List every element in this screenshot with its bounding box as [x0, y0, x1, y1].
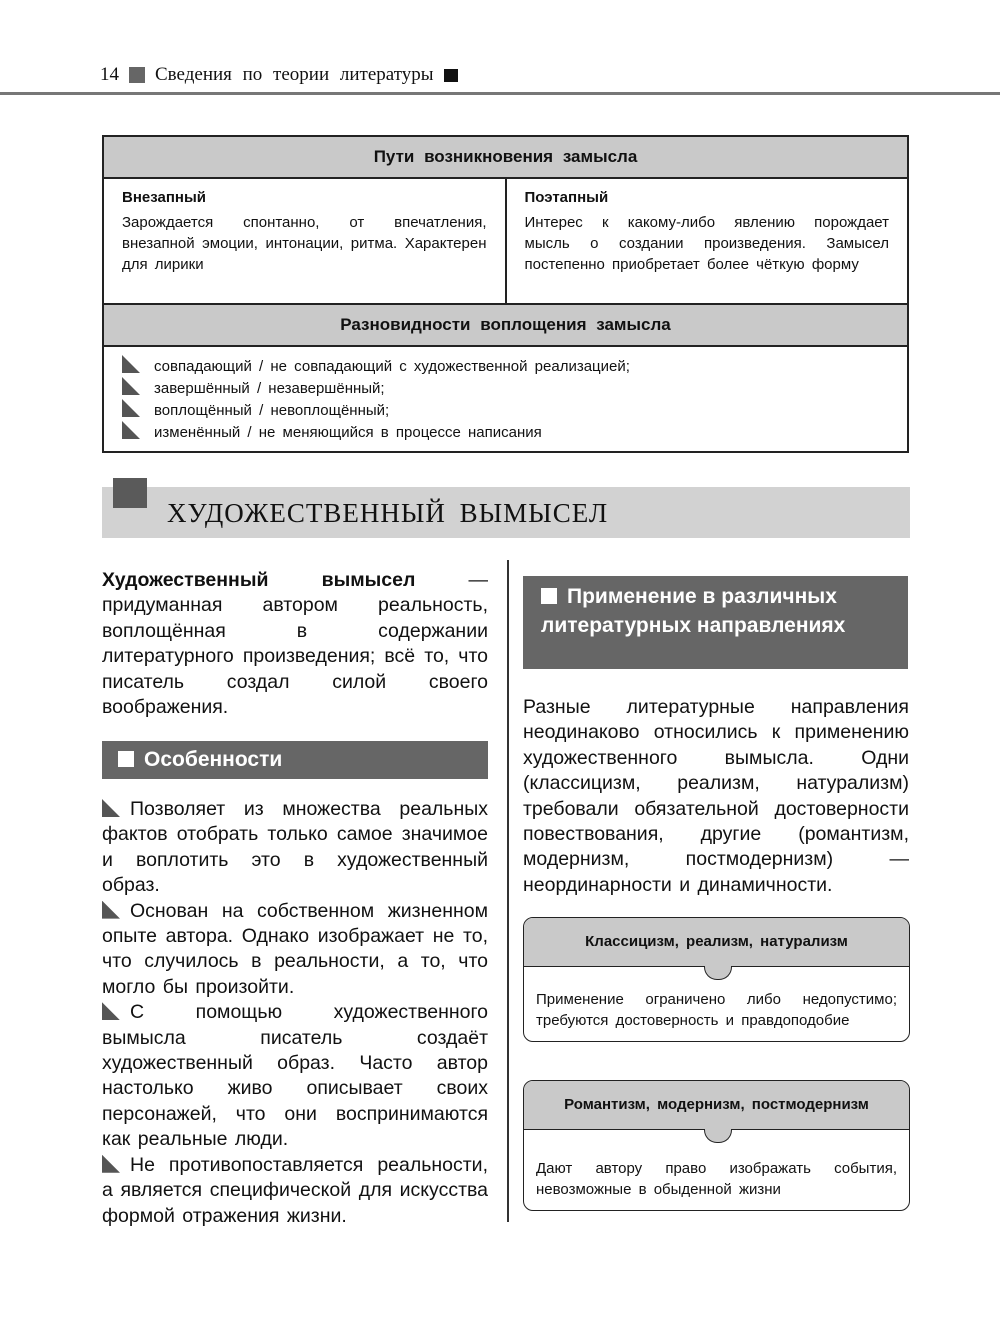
list-item: [122, 377, 889, 399]
features-heading: [102, 741, 488, 779]
definition-text: — придуманная автором реальность, воплощённая в содержании литературного произведения; всё то, что писатель создал силой своего воображения.: [102, 569, 488, 719]
list-item-text: воплощённый / невоплощённый;: [154, 402, 390, 419]
cell-text: Интерес к какому-либо явлению порождает мысль о создании произведения. Замысел постепенно приобретает более чёткую форму: [524, 214, 889, 273]
features-list: [102, 797, 488, 1229]
feature-item: [102, 899, 488, 1001]
direction-box: [523, 917, 910, 1042]
list-item-text: совпадающий / не совпадающий с художественной реализацией;: [154, 358, 630, 375]
box-title: Классицизм, реализм, натурализм: [585, 933, 848, 950]
features-title: Особенности: [144, 748, 283, 771]
box-header: [524, 1081, 909, 1130]
box-text: Дают автору право изображать события, невозможные в обыденной жизни: [536, 1160, 897, 1198]
feature-item: [102, 797, 488, 899]
box-header: [524, 918, 909, 967]
triangle-bullet-icon: [122, 399, 140, 417]
table-cell-gradual: [506, 178, 909, 304]
box-text: Применение ограничено либо недопустимо; требуются достоверность и правдоподобие: [536, 991, 897, 1029]
cell-title: Внезапный: [122, 189, 206, 206]
triangle-bullet-icon: [102, 799, 120, 817]
square-icon: [129, 67, 145, 83]
table-cell-sudden: [103, 178, 506, 304]
column-divider: [507, 560, 509, 1222]
feature-text: С помощью художественного вымысла писатель создаёт художественный образ. Часто автор настолько живо описывает своих персонажей, что они воспринимаются как реальные люди.: [102, 1001, 488, 1151]
book-icon: [444, 69, 458, 82]
header-rule: [0, 92, 1000, 95]
triangle-bullet-icon: [102, 901, 120, 919]
triangle-bullet-icon: [102, 1002, 120, 1020]
feature-text: Основан на собственном жизненном опыте автора. Однако изображает не то, что случилось в реальности, а то, что могло бы произойти.: [102, 899, 488, 998]
application-title: Применение в различных литературных направлениях: [541, 585, 846, 637]
feature-item: [102, 1000, 488, 1152]
table-title: Пути возникновения замысла: [103, 136, 908, 178]
table-title: Разновидности воплощения замысла: [103, 304, 908, 346]
variety-list: [103, 346, 908, 452]
square-icon: [118, 751, 134, 767]
running-header: [100, 64, 458, 86]
cell-text: Зарождается спонтанно, от впечатления, внезапной эмоции, интонации, ритма. Характерен для лирики: [122, 214, 487, 273]
list-item: [122, 355, 889, 377]
page-number: 14: [100, 64, 119, 85]
application-heading: [523, 576, 908, 669]
header-title: Сведения по теории литературы: [155, 64, 434, 85]
direction-box: [523, 1080, 910, 1211]
feature-item: [102, 1153, 488, 1229]
feature-text: Не противопоставляется реальности, а является специфической для искусства формой отражения жизни.: [102, 1153, 488, 1227]
term: Художественный вымысел: [102, 569, 416, 591]
square-icon: [113, 478, 147, 508]
square-icon: [541, 588, 557, 604]
idea-table: [102, 135, 909, 453]
list-item-text: завершённый / незавершённый;: [154, 380, 385, 397]
list-item-text: изменённый / не меняющийся в процессе написания: [154, 424, 542, 441]
box-title: Романтизм, модернизм, постмодернизм: [564, 1096, 869, 1113]
definition: [102, 568, 488, 720]
section-title: ХУДОЖЕСТВЕННЫЙ ВЫМЫСЕЛ: [167, 498, 609, 528]
feature-text: Позволяет из множества реальных фактов отобрать только самое значимое и воплотить это в художественный образ.: [102, 798, 488, 897]
list-item: [122, 399, 889, 421]
triangle-bullet-icon: [102, 1155, 120, 1173]
triangle-bullet-icon: [122, 421, 140, 439]
cell-title: Поэтапный: [524, 189, 609, 206]
application-text: Разные литературные направления неодинаково относились к применению художественного вымысла. Одни (классицизм, реализм, натурализм) требовали обязательной достоверности повествования, другие (романтизм, модернизм, постмодернизм) — неординарности и динамичности.: [523, 696, 909, 896]
triangle-bullet-icon: [122, 377, 140, 395]
triangle-bullet-icon: [122, 355, 140, 373]
list-item: [122, 421, 889, 443]
